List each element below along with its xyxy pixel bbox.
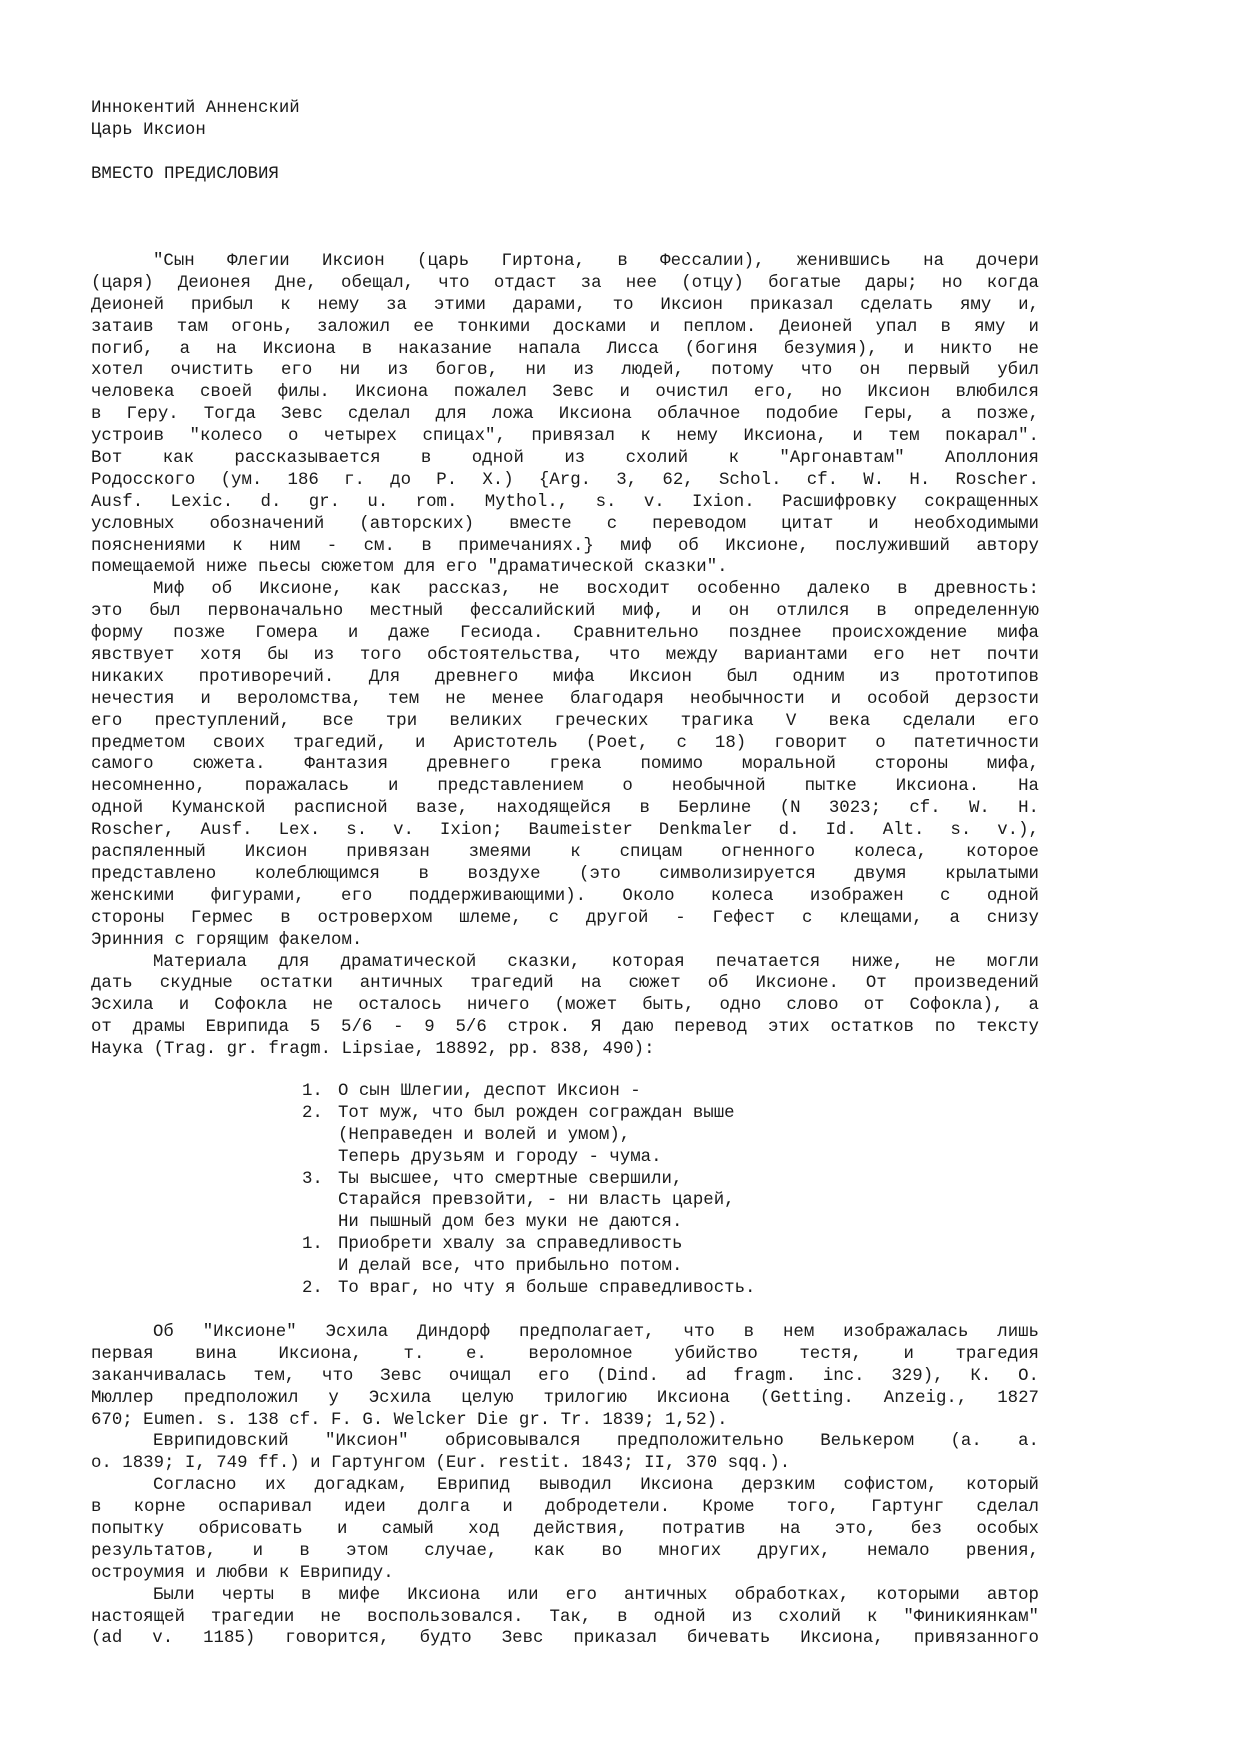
text-line: Ausf. Lexic. d. gr. u. rom. Mythol., s. v. Ixion. Расшифровку сокращенных xyxy=(91,492,1039,512)
text-line: дать скудные остатки античных трагедий на сюжет об Иксионе. От произведений xyxy=(91,974,1039,994)
text-line: это был первоначально местный фессалийский миф, и он отлился в определенную xyxy=(91,602,1039,622)
text-line: Согласно их догадкам, Еврипид выводил Иксиона дерзким софистом, который xyxy=(153,1476,1039,1496)
text-line: попытку обрисовать и самый ход действия, потратив на это, без особых xyxy=(91,1520,1039,1540)
text-line: в корне оспаривал идеи долга и добродетели. Кроме того, Гартунг сделал xyxy=(91,1498,1039,1518)
text-line: распяленный Иксион привязан змеями к спицам огненного колеса, которое xyxy=(91,843,1039,863)
poem-line xyxy=(302,1103,1022,1125)
poem-line xyxy=(302,1169,1022,1191)
text-line: Наука (Trag. gr. fragm. Lipsiae, 18892, pp. 838, 490): xyxy=(91,1040,655,1060)
text-line: нечестия и вероломства, тем не менее благодаря необычности и особой дерзости xyxy=(91,689,1039,709)
text-line: Родосского (ум. 186 г. до Р. Х.) {Arg. 3, 62, Schol. cf. W. H. Roscher. xyxy=(91,470,1039,490)
text-line: Еврипидовский "Иксион" обрисовывался предположительно Велькером (a. a. xyxy=(153,1432,1039,1452)
text-line: "Сын Флегии Иксион (царь Гиртона, в Фессалии), женившись на дочери xyxy=(153,252,1039,271)
poem-line-text: То враг, но чту я больше справедливость. xyxy=(338,1279,756,1299)
text-line: одной Куманской расписной вазе, находящейся в Берлине (N 3023; cf. W. H. xyxy=(91,799,1039,819)
text-line: устроив "колесо о четырех спицах", привязал к нему Иксиона, и тем покарал". xyxy=(91,427,1039,447)
text-line: никаких противоречий. Для древнего мифа Иксион был одним из прототипов xyxy=(91,667,1039,687)
text-line: хотел очистить его ни из богов, ни из людей, потому что он первый убил xyxy=(91,361,1039,381)
text-line: o. 1839; I, 749 ff.) и Гартунгом (Eur. restit. 1843; II, 370 sqq.). xyxy=(91,1454,791,1474)
text-line: самого сюжета. Фантазия древнего грека помимо моральной стороны мифа, xyxy=(91,755,1039,775)
text-line: женскими фигурами, его поддерживающими). Около колеса изображен с одной xyxy=(91,886,1039,906)
poem-line xyxy=(302,1081,1022,1103)
poem-line xyxy=(302,1212,1022,1234)
author-name: Иннокентий Анненский xyxy=(91,99,300,118)
text-line: представлено колеблющимся в воздухе (это символизируется двумя крылатыми xyxy=(91,864,1039,884)
poem-line-number: 1. xyxy=(302,1235,323,1255)
text-line: Эсхила и Софокла не осталось ничего (может быть, одно слово от Софокла), а xyxy=(91,996,1039,1016)
text-line: Деионей прибыл к нему за этими дарами, то Иксион приказал сделать яму и, xyxy=(91,295,1039,315)
text-line: Roscher, Ausf. Lex. s. v. Ixion; Baumeister Denkmaler d. Id. Alt. s. v.), xyxy=(91,821,1039,841)
poem-line-text: Приобрети хвалу за справедливость xyxy=(338,1235,683,1255)
text-line: явствует хотя бы из того обстоятельства, что между вариантами его нет почти xyxy=(91,646,1039,666)
text-line: стороны Гермес в островерхом шлеме, с другой - Гефест с клещами, а снизу xyxy=(91,908,1039,928)
text-line: предметом своих трагедий, и Аристотель (Poet, с 18) говорит о патетичности xyxy=(91,733,1039,753)
text-line: (ad v. 1185) говорится, будто Зевс приказал бичевать Иксиона, привязанного xyxy=(91,1629,1039,1649)
text-line: первая вина Иксиона, т. е. вероломное убийство тестя, и трагедия xyxy=(91,1344,1039,1364)
text-line: настоящей трагедии не воспользовался. Так, в одной из схолий к "Финикиянкам" xyxy=(91,1607,1039,1627)
poem-line-text: Ни пышный дом без муки не даются. xyxy=(338,1213,683,1233)
poem-line xyxy=(302,1234,1022,1256)
text-line: помещаемой ниже пьесы сюжетом для его "драматической сказки". xyxy=(91,558,728,578)
poem-line xyxy=(302,1278,1022,1300)
text-line: Мюллер предположил у Эсхила целую трилогию Иксиона (Getting. Anzeig., 1827 xyxy=(91,1388,1039,1408)
text-line: 670; Eumen. s. 138 cf. F. G. Welcker Die gr. Tr. 1839; 1,52). xyxy=(91,1410,728,1430)
poem-line-text: Тот муж, что был рожден сограждан выше xyxy=(338,1103,735,1123)
text-line: затаив там огонь, заложил ее тонкими досками и пеплом. Деионей упал в яму и xyxy=(91,317,1039,337)
body-text-block-1 xyxy=(91,251,1039,1061)
poem-line-text: (Неправеден и волей и умом), xyxy=(338,1125,631,1145)
poem-line xyxy=(302,1147,1022,1169)
text-line: условных обозначений (авторских) вместе с переводом цитат и необходимыми xyxy=(91,514,1039,534)
text-line: в Геру. Тогда Зевс сделал для ложа Иксиона облачное подобие Геры, а позже, xyxy=(91,405,1039,425)
work-title: Царь Иксион xyxy=(91,120,206,140)
poem-line xyxy=(302,1256,1022,1278)
poem-line-text: Ты высшее, что смертные свершили, xyxy=(338,1169,683,1189)
text-line: его преступлений, все три великих греческих трагика V века сделали его xyxy=(91,711,1039,731)
poem-line-number: 2. xyxy=(302,1103,323,1123)
poem-line-text: Теперь друзьям и городу - чума. xyxy=(338,1147,662,1167)
poem-line xyxy=(302,1190,1022,1212)
poem-line-text: И делай все, что прибыльно потом. xyxy=(338,1257,683,1277)
text-line: результатов, и в этом случае, как во многих других, немало рвения, xyxy=(91,1541,1039,1561)
text-line: пояснениями к ним - см. в примечаниях.} миф об Иксионе, послуживший автору xyxy=(91,536,1039,556)
text-line: Материала для драматической сказки, которая печатается ниже, не могли xyxy=(153,952,1039,972)
text-line: форму позже Гомера и даже Гесиода. Сравнительно позднее происхождение мифа xyxy=(91,624,1039,644)
poem-line-number: 1. xyxy=(302,1082,323,1101)
text-line: Миф об Иксионе, как рассказ, не восходит особенно далеко в древность: xyxy=(153,580,1039,600)
text-line: Эринния с горящим факелом. xyxy=(91,930,363,950)
body-text-block-2 xyxy=(91,1322,1039,1650)
text-line: Вот как рассказывается в одной из схолий к "Аргонавтам" Аполлония xyxy=(91,449,1039,469)
text-line: Были черты в мифе Иксиона или его античных обработках, которыми автор xyxy=(153,1585,1039,1605)
poem-fragments xyxy=(302,1081,1022,1300)
poem-line-text: О сын Шлегии, деспот Иксион - xyxy=(338,1082,641,1101)
text-line: (царя) Деионея Дне, обещал, что отдаст за нее (отцу) богатые дары; но когда xyxy=(91,273,1039,293)
text-line: остроумия и любви к Еврипиду. xyxy=(91,1563,394,1583)
text-line: от драмы Еврипида 5 5/6 - 9 5/6 строк. Я даю перевод этих остатков по тексту xyxy=(91,1018,1039,1038)
text-line: Об "Иксионе" Эсхила Диндорф предполагает, что в нем изображалась лишь xyxy=(153,1323,1039,1342)
text-line: человека своей филы. Иксиона пожалел Зевс и очистил его, но Иксион влюбился xyxy=(91,383,1039,403)
poem-line-number: 3. xyxy=(302,1169,323,1189)
section-title: ВМЕСТО ПРЕДИСЛОВИЯ xyxy=(91,165,279,184)
section-heading xyxy=(91,164,1039,186)
text-line: несомненно, поражалась и представлением о необычной пытке Иксиона. На xyxy=(91,777,1039,797)
document-header xyxy=(91,98,1039,142)
text-line: заканчивалась тем, что Зевс очищал его (Dind. ad fragm. inc. 329), К. О. xyxy=(91,1366,1039,1386)
text-line: погиб, а на Иксиона в наказание напала Лисса (богиня безумия), и никто не xyxy=(91,339,1039,359)
poem-line-text: Старайся превзойти, - ни власть царей, xyxy=(338,1191,735,1211)
poem-line xyxy=(302,1125,1022,1147)
poem-line-number: 2. xyxy=(302,1279,323,1299)
